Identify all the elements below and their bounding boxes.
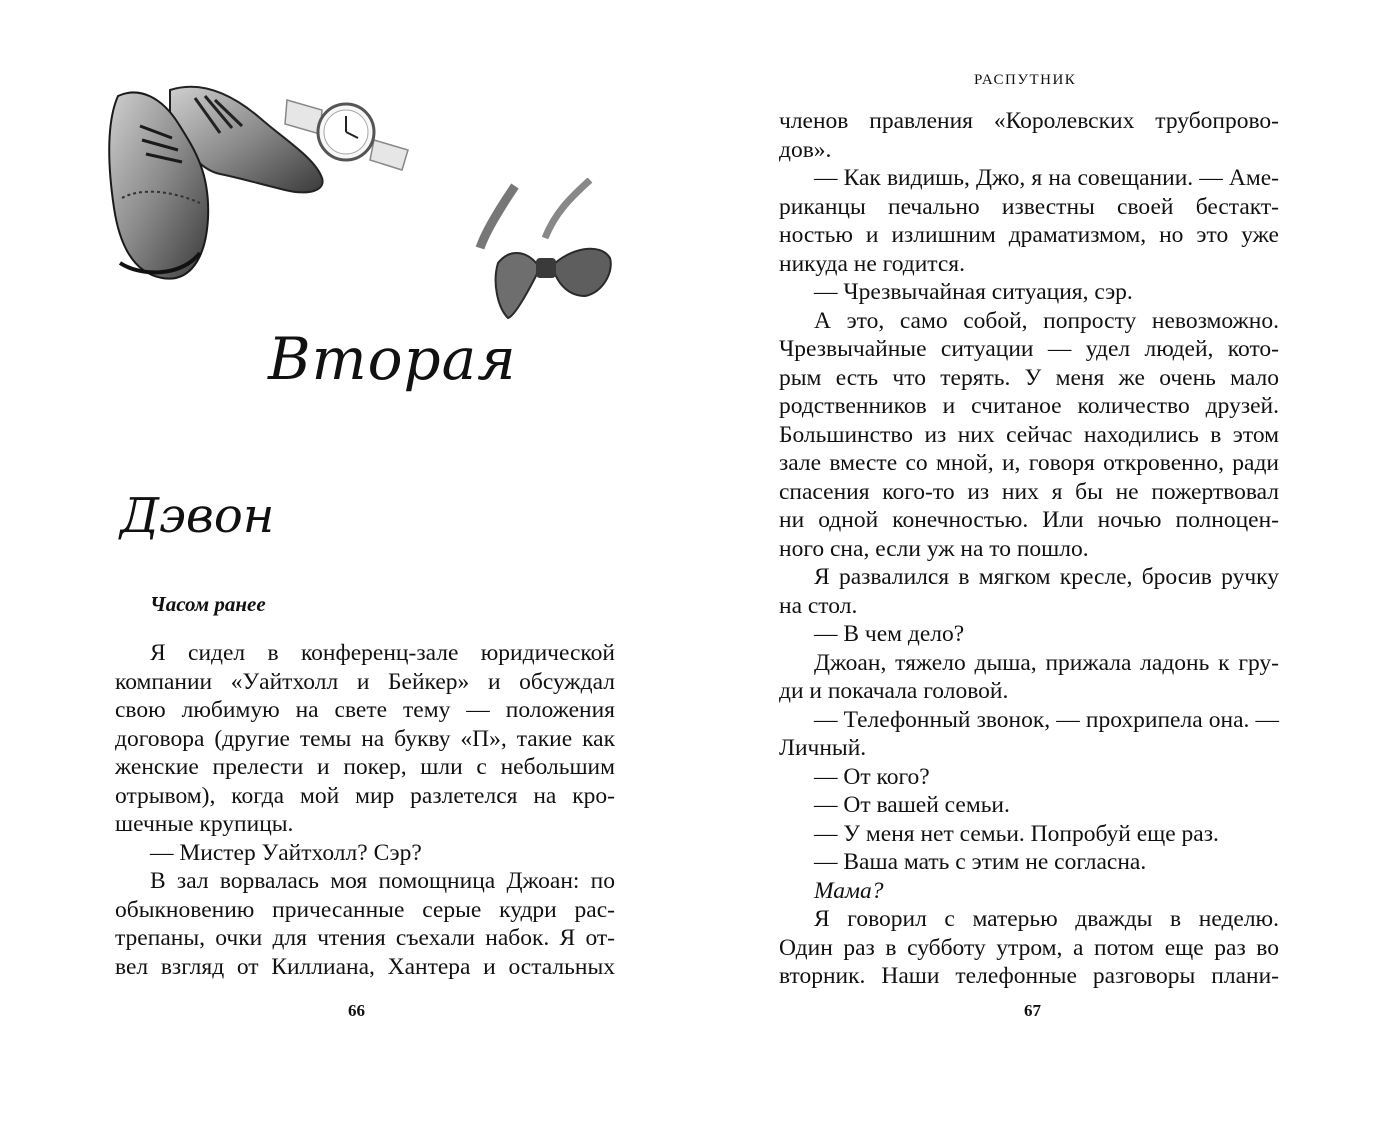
- text-line: зале вместе со мной, и, говоря откровенно, ради: [779, 450, 1279, 476]
- text-line: ностью и излишним драматизмом, но это уже: [779, 222, 1279, 248]
- text-line: ного сна, если уж на то пошло.: [779, 535, 1089, 562]
- text-line: родственников и считаное количество друзей.: [779, 393, 1279, 419]
- text-line: — Ваша мать с этим не согласна.: [814, 849, 1147, 875]
- text-line: Один раз в субботу утром, а потом еще раз во: [779, 934, 1279, 961]
- text-line: Я говорил с матерью дважды в неделю.: [814, 906, 1279, 932]
- chapter-title: Вторая: [268, 325, 517, 393]
- text-line: шечные крупицы.: [115, 811, 294, 837]
- text-line: Чрезвычайные ситуации — удел людей, кото-: [779, 336, 1279, 362]
- text-line: В зал ворвалась моя помощница Джоан: по: [150, 868, 615, 894]
- text-line: Мама?: [814, 877, 884, 904]
- text-line: свою любимую на свете тему — положения: [115, 697, 615, 723]
- wristwatch-icon: [282, 92, 412, 172]
- running-head: РАСПУТНИК: [974, 72, 1077, 88]
- text-line: обыкновению причесанные серые кудри рас-: [115, 896, 615, 923]
- text-line: трепаны, очки для чтения съехали набок. Я от-: [115, 925, 615, 951]
- text-line: — У меня нет семьи. Попробуй еще раз.: [814, 820, 1219, 847]
- text-line: Личный.: [779, 735, 867, 761]
- pov-title: Дэвон: [120, 488, 275, 544]
- page-number-right: 67: [1024, 1001, 1041, 1020]
- text-line: членов правления «Королевских трубопрово-: [779, 108, 1279, 134]
- text-line: вел взгляд от Киллиана, Хантера и остальных: [115, 953, 615, 980]
- text-line: — В чем дело?: [814, 621, 965, 647]
- text-line: компании «Уайтхолл и Бейкер» и обсуждал: [115, 668, 615, 695]
- text-line: — Чрезвычайная ситуация, сэр.: [814, 279, 1133, 305]
- text-line: — Мистер Уайтхолл? Сэр?: [150, 839, 422, 866]
- text-line: риканцы печально известны своей бестакт-: [779, 193, 1279, 220]
- text-line: ди и покачала головой.: [779, 678, 1009, 704]
- text-line: рым есть что терять. У меня же очень мало: [779, 364, 1279, 391]
- text-line: никуда не годится.: [779, 250, 965, 277]
- text-line: на стол.: [779, 592, 858, 619]
- left-body-text: [115, 639, 615, 981]
- bow-tie-icon: [470, 178, 620, 323]
- text-line: Большинство из них сейчас находились в этом: [779, 421, 1279, 448]
- page-number-left: 66: [348, 1001, 365, 1020]
- text-line: дов».: [779, 136, 832, 163]
- text-line: — Телефонный звонок, — прохрипела она. —: [814, 706, 1279, 733]
- text-line: — От кого?: [814, 763, 930, 790]
- text-line: женские прелести и покер, шли с небольшим: [115, 754, 615, 780]
- text-line: договора (другие темы на букву «П», такие как: [115, 725, 615, 752]
- text-line: — От вашей семьи.: [814, 792, 1010, 818]
- text-line: ни одной конечностью. Или ночью полноцен-: [779, 507, 1279, 533]
- text-line: спасения кого-то из них я бы не пожертвовал: [779, 478, 1279, 505]
- right-page: [697, 0, 1394, 1125]
- text-line: отрывом), когда мой мир разлетелся на кро-: [115, 782, 615, 809]
- text-line: вторник. Наши телефонные разговоры плани-: [779, 963, 1279, 989]
- text-line: Джоан, тяжело дыша, прижала ладонь к гру-: [814, 649, 1279, 676]
- text-line: А это, само собой, попросту невозможно.: [814, 307, 1279, 334]
- text-line: — Как видишь, Джо, я на совещании. — Аме-: [814, 165, 1279, 191]
- right-body-text: [779, 107, 1279, 991]
- text-line: Я сидел в конференц-зале юридической: [150, 640, 615, 666]
- section-subheading: Часом ранее: [150, 592, 266, 616]
- text-line: Я развалился в мягком кресле, бросив ручку: [814, 564, 1279, 590]
